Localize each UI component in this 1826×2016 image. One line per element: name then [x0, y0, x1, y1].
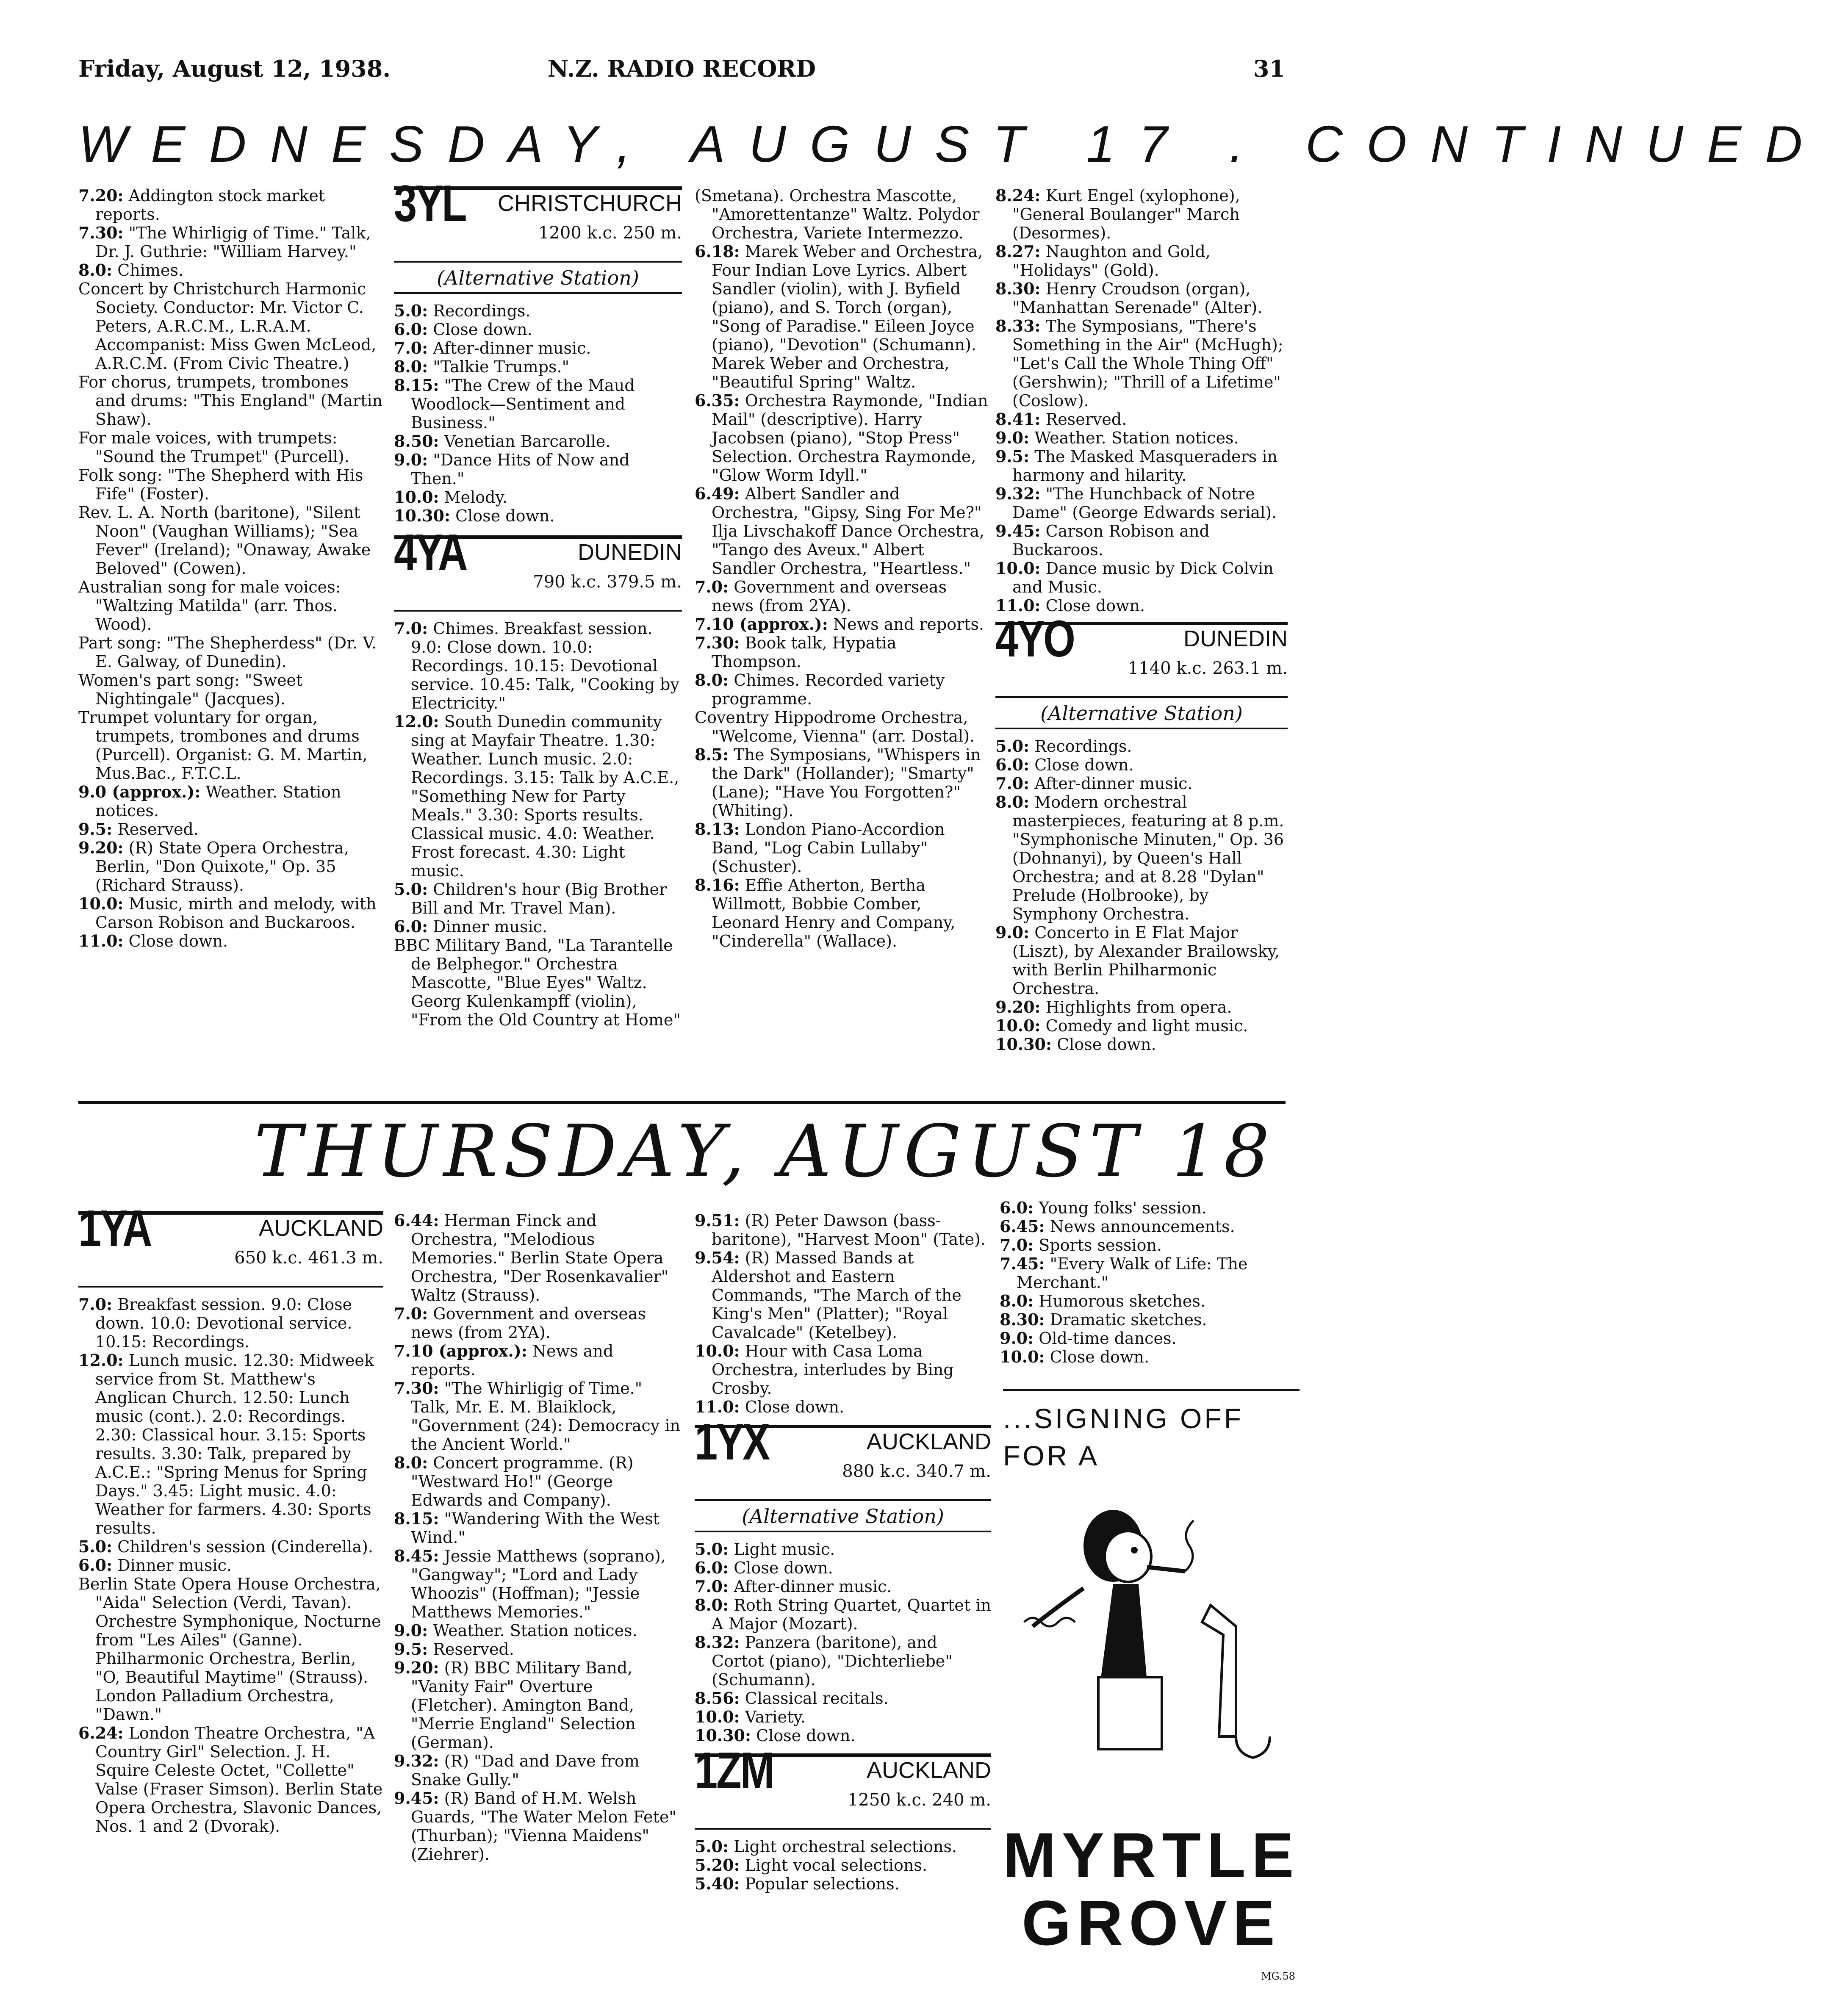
program-entry: 9.5: The Masked Masqueraders in harmony and hilarity.	[995, 447, 1277, 485]
station-call: 1ZM	[695, 1742, 773, 1799]
program-entry: 7.0: After-dinner music.	[394, 338, 591, 357]
program-entry: 7.0: Breakfast session. 9.0: Close down. 10.0: Devotional service. 10.15: Recordings.	[78, 1295, 352, 1351]
entry-time: 9.51:	[695, 1211, 740, 1230]
entry-time: 5.0:	[78, 1537, 113, 1556]
entry-time: 8.56:	[695, 1689, 740, 1708]
entry-time: 9.32:	[995, 484, 1041, 503]
wednesday-banner: WEDNESDAY, AUGUST 17 . CONTINUED	[78, 115, 1826, 173]
entry-time: 8.16:	[695, 875, 740, 894]
smoking-man-illustration	[1007, 1499, 1287, 1770]
entry-time: 8.32:	[695, 1633, 740, 1652]
entry-time: 7.45:	[1000, 1254, 1045, 1273]
entry-time: 7.30:	[695, 633, 740, 652]
thursday-banner: THURSDAY, AUGUST 18	[254, 1110, 1276, 1194]
program-entry: 8.27: Naughton and Gold, "Holidays" (Gold).	[995, 242, 1211, 280]
entry-time: 9.45:	[995, 521, 1041, 540]
program-entry: 7.30: Book talk, Hypatia Thompson.	[695, 633, 897, 671]
wed-column-3	[695, 186, 991, 950]
program-entry: 7.0: After-dinner music.	[995, 774, 1193, 793]
program-entry: 9.51: (R) Peter Dawson (bass-baritone), "Harvest Moon" (Tate).	[695, 1211, 986, 1249]
entry-time: 9.0:	[995, 923, 1030, 942]
program-entry: 6.45: News announcements.	[1000, 1217, 1235, 1236]
program-entry: 8.50: Venetian Barcarolle.	[394, 432, 611, 451]
program-list-3yl	[394, 302, 682, 525]
entry-time: 6.24:	[78, 1723, 124, 1742]
entry-time: 10.0:	[394, 487, 439, 507]
entry-time: 5.20:	[695, 1855, 740, 1875]
station-box-1ya	[78, 1199, 383, 1288]
thu-column-4	[1000, 1199, 1288, 1366]
entry-time: 11.0:	[695, 1397, 740, 1416]
program-entry: 10.30: Close down.	[695, 1726, 856, 1745]
program-entry: 6.49: Albert Sandler and Orchestra, "Gipsy, Sing For Me?" Ilja Livschakoff Dance Orchestra, "Tango des Aveux." Albert Sandler Orchestra, "Heartless."	[695, 484, 985, 578]
program-entry: 9.5: Reserved.	[394, 1639, 514, 1659]
program-entry: 10.0: Dance music by Dick Colvin and Music.	[995, 559, 1274, 596]
entry-time: 8.0:	[695, 1595, 729, 1614]
entry-time: 8.0:	[394, 1453, 428, 1472]
wed-column-2	[394, 174, 682, 1029]
entry-time: 9.5:	[995, 447, 1030, 466]
program-entry: 7.10 (approx.): News and reports.	[695, 615, 984, 634]
program-entry: 9.32: (R) "Dad and Dave from Snake Gully."	[394, 1751, 640, 1789]
publication-title: N.Z. RADIO RECORD	[547, 55, 816, 82]
program-entry: 11.0: Close down.	[78, 931, 228, 950]
alternative-station-label: (Alternative Station)	[995, 704, 1288, 729]
program-entry: 8.41: Reserved.	[995, 410, 1127, 429]
program-list-4ya-cont	[995, 186, 1288, 615]
entry-time: 7.0:	[78, 1295, 113, 1314]
station-call: 4YO	[995, 610, 1074, 667]
program-entry: 8.33: The Symposians, "There's Something in the Air" (McHugh); "Let's Call the Whole Thing Off" (Gershwin); "Thrill of a Lifetime" (Coslow).	[995, 316, 1283, 410]
program-entry: 8.16: Effie Atherton, Bertha Willmott, Bobbie Comber, Leonard Henry and Company, "Cinderella" (Wallace).	[695, 875, 956, 950]
program-entry: 6.0: Close down.	[695, 1558, 833, 1577]
program-entry: 8.0: Concert programme. (R) "Westward Ho!" (George Edwards and Company).	[394, 1453, 634, 1509]
program-entry: 7.0: After-dinner music.	[695, 1577, 892, 1596]
entry-time: 10.30:	[995, 1035, 1052, 1054]
station-box-1yx	[695, 1413, 991, 1501]
program-entry: Rev. L. A. North (baritone), "Silent Noon" (Vaughan Williams); "Sea Fever" (Ireland); "Onaway, Awake Beloved" (Cowen).	[78, 503, 371, 578]
entry-time: 8.15:	[394, 376, 439, 395]
entry-time: 9.0:	[995, 428, 1030, 447]
entry-time: 6.44:	[394, 1211, 439, 1230]
program-entry: 7.0: Government and overseas news (from 2YA).	[695, 577, 947, 615]
entry-time: 5.40:	[695, 1874, 740, 1893]
program-entry: 9.0 (approx.): Weather. Station notices.	[78, 782, 341, 820]
station-box-3yl	[394, 174, 682, 263]
alternative-station-label: (Alternative Station)	[695, 1507, 991, 1532]
program-entry: 7.45: "Every Walk of Life: The Merchant."	[1000, 1254, 1248, 1292]
program-entry: 6.0: Young folks' session.	[1000, 1198, 1207, 1217]
program-entry: Folk song: "The Shepherd with His Fife" (Foster).	[78, 466, 363, 503]
program-entry: 5.0: Children's session (Cinderella).	[78, 1537, 373, 1556]
program-entry: 7.30: "The Whirligig of Time." Talk, Dr. J. Guthrie: "William Harvey."	[78, 223, 371, 261]
entry-time: 8.30:	[1000, 1310, 1045, 1329]
entry-time: 7.20:	[78, 186, 124, 205]
program-entry: 6.18: Marek Weber and Orchestra, Four Indian Love Lyrics. Albert Sandler (violin), with J. Byfield (piano), and S. Torch (organ), "Song of Paradise." Eileen Joyce (piano), "Devotion" (Schumann). Marek Weber and Orchestra, "Beautiful Spring" Waltz.	[695, 242, 983, 391]
entry-time: 7.0:	[394, 619, 428, 638]
program-entry: 10.30: Close down.	[394, 506, 555, 525]
entry-time: 8.15:	[394, 1509, 439, 1528]
program-entry: 7.30: "The Whirligig of Time." Talk, Mr. E. M. Blaiklock, "Government (24): Democracy in the Ancient World."	[394, 1379, 680, 1454]
entry-time: 6.0:	[394, 917, 428, 936]
program-entry: 5.0: Recordings.	[394, 301, 531, 320]
entry-time: 9.0:	[394, 1621, 428, 1640]
program-entry: 11.0: Close down.	[995, 596, 1145, 615]
program-entry: 9.45: Carson Robison and Buckaroos.	[995, 521, 1210, 559]
program-list-4yo	[995, 737, 1288, 1054]
program-entry: 9.45: (R) Band of H.M. Welsh Guards, "The Water Melon Fete" (Thurban); "Vienna Maidens" (Ziehrer).	[394, 1789, 676, 1864]
page-number: 31	[1253, 55, 1285, 82]
entry-time: 8.33:	[995, 316, 1041, 335]
entry-time: 7.0:	[394, 338, 428, 357]
program-entry: Part song: "The Shepherdess" (Dr. V. E. Galway, of Dunedin).	[78, 634, 377, 671]
entry-time: 10.0:	[1000, 1347, 1045, 1366]
entry-time: 6.45:	[1000, 1217, 1045, 1236]
entry-time: 8.0:	[695, 670, 729, 690]
entry-time: 8.27:	[995, 242, 1041, 261]
station-frequency: 790 k.c. 379.5 m.	[533, 572, 682, 592]
program-entry: 9.0: Concerto in E Flat Major (Liszt), by Alexander Brailowsky, with Berlin Philharmonic Orchestra.	[995, 923, 1280, 998]
entry-time: 7.0:	[394, 1304, 428, 1323]
thu-column-3	[695, 1211, 991, 1893]
program-entry: 8.56: Classical recitals.	[695, 1689, 889, 1708]
ad-line-2: FOR A	[1003, 1440, 1100, 1471]
program-entry: 5.0: Light orchestral selections.	[695, 1837, 957, 1856]
station-box-1zm	[695, 1742, 991, 1830]
entry-time: 7.10 (approx.):	[394, 1341, 527, 1360]
entry-time: 8.5:	[695, 745, 729, 764]
ad-brand-name	[1003, 1821, 1300, 1957]
program-list-1ya-cont	[695, 1211, 991, 1416]
entry-time: 5.0:	[695, 1837, 729, 1856]
station-box-4yo	[995, 610, 1288, 698]
program-entry: 10.0: Hour with Casa Loma Orchestra, interludes by Bing Crosby.	[695, 1341, 954, 1398]
program-entry: 9.54: (R) Massed Bands at Aldershot and Eastern Commands, "The March of the King's Men" (Platter); "Royal Cavalcade" (Ketelbey).	[695, 1248, 961, 1342]
program-entry: 8.24: Kurt Engel (xylophone), "General Boulanger" March (Desormes).	[995, 186, 1240, 242]
entry-time: 9.32:	[394, 1751, 439, 1770]
program-entry: (Smetana). Orchestra Mascotte, "Amorettentanze" Waltz. Polydor Orchestra, Variete Intermezzo.	[695, 186, 980, 242]
program-entry: 8.5: The Symposians, "Whispers in the Dark" (Hollander); "Smarty" (Lane); "Have You Forgotten?" (Whiting).	[695, 745, 981, 820]
entry-time: 9.5:	[78, 820, 113, 839]
page-header	[78, 55, 1285, 93]
station-frequency: 1200 k.c. 250 m.	[538, 223, 682, 243]
entry-time: 5.0:	[394, 880, 428, 899]
station-city: AUCKLAND	[258, 1216, 383, 1241]
entry-time: 11.0:	[995, 596, 1041, 615]
entry-time: 9.5:	[394, 1639, 428, 1659]
station-city: DUNEDIN	[577, 540, 682, 565]
entry-time: 10.30:	[695, 1726, 751, 1745]
entry-time: 9.0:	[394, 450, 428, 469]
program-entry: 8.0: Modern orchestral masterpieces, featuring at 8 p.m. "Symphonische Minuten," Op. 36 (Dohnanyi), by Queen's Hall Orchestra; and at 8.28 "Dylan" Prelude (Holbrooke), by Symphony Orchestra.	[995, 792, 1284, 923]
entry-time: 6.0:	[78, 1556, 113, 1575]
program-entry: 9.20: (R) BBC Military Band, "Vanity Fair" Overture (Fletcher). Amington Band, "Merrie England" Selection (German).	[394, 1658, 636, 1752]
program-entry: For male voices, with trumpets: "Sound the Trumpet" (Purcell).	[78, 429, 349, 466]
program-entry: 10.0: Melody.	[394, 487, 507, 507]
program-entry: Trumpet voluntary for organ, trumpets, trombones and drums (Purcell). Organist: G. M. Martin, Mus.Bac., F.T.C.L.	[78, 708, 368, 783]
program-entry: 8.45: Jessie Matthews (soprano), "Gangway"; "Lord and Lady Whoozis" (Hoffman); "Jessie Matthews Memories."	[394, 1546, 666, 1621]
entry-time: 8.45:	[394, 1546, 439, 1565]
station-box-4ya	[394, 523, 682, 612]
program-entry: Berlin State Opera House Orchestra, "Aida" Selection (Verdi, Tavan). Orchestre Symphonique, Nocturne from "Les Ailes" (Ganne). Philharmonic Orchestra, Berlin, "O, Beautiful Maytime" (Strauss). London Palladium Orchestra, "Dawn."	[78, 1575, 381, 1724]
program-entry: 6.0: Dinner music.	[394, 917, 548, 936]
program-entry: Coventry Hippodrome Orchestra, "Welcome, Vienna" (arr. Dostal).	[695, 708, 975, 745]
program-entry: 12.0: South Dunedin community sing at Mayfair Theatre. 1.30: Weather. Lunch music. 2.0: Recordings. 3.15: Talk by A.C.E., "Something New for Party Meals." 3.30: Sports results. Classical music. 4.0: Weather. Frost forecast. 4.30: Light music.	[394, 712, 679, 880]
entry-time: 8.13:	[695, 820, 740, 839]
program-entry: 5.20: Light vocal selections.	[695, 1855, 927, 1875]
program-entry: 8.0: "Talkie Trumps."	[394, 357, 570, 376]
program-entry: 8.0: Humorous sketches.	[1000, 1291, 1205, 1310]
entry-time: 5.0:	[995, 737, 1030, 756]
entry-time: 6.35:	[695, 391, 740, 410]
program-entry: 10.0: Music, mirth and melody, with Carson Robison and Buckaroos.	[78, 894, 377, 932]
entry-time: 8.30:	[995, 279, 1041, 298]
program-entry: 12.0: Lunch music. 12.30: Midweek service from St. Matthew's Anglican Church. 12.50: Lunch music (cont.). 2.0: Recordings. 2.30: Classical hour. 3.15: Sports results. 3.30: Talk, prepared by A.C.E.: "Spring Menus for Spring Days." 3.45: Light music. 4.0: Weather for farmers. 4.30: Sports results.	[78, 1351, 374, 1537]
thu-column-1	[78, 1199, 383, 1836]
entry-time: 9.20:	[78, 838, 124, 857]
program-entry: 6.0: Close down.	[394, 320, 532, 339]
brand-line-2: GROVE	[1022, 1887, 1281, 1958]
wed-column-1	[78, 186, 383, 950]
section-divider	[78, 1101, 1286, 1104]
entry-time: 9.0:	[1000, 1329, 1034, 1348]
program-list-1yx	[695, 1540, 991, 1745]
program-entry: 9.20: Highlights from opera.	[995, 997, 1232, 1016]
entry-time: 10.0:	[995, 559, 1041, 578]
program-entry: 6.35: Orchestra Raymonde, "Indian Mail" (descriptive). Harry Jacobsen (piano), "Stop Press" Selection. Orchestra Raymonde, "Glow Worm Idyll."	[695, 391, 988, 485]
station-frequency: 880 k.c. 340.7 m.	[842, 1462, 991, 1481]
entry-time: 7.0:	[695, 577, 729, 596]
ad-tagline	[1003, 1389, 1300, 1474]
entry-time: 7.30:	[394, 1379, 439, 1398]
thu-column-2	[394, 1211, 682, 1864]
entry-time: 7.0:	[695, 1577, 729, 1596]
brand-line-1: MYRTLE	[1003, 1819, 1300, 1891]
entry-time: 8.0:	[394, 357, 428, 376]
entry-time: 9.20:	[394, 1658, 439, 1677]
entry-time: 12.0:	[78, 1351, 124, 1370]
program-entry: BBC Military Band, "La Tarantelle de Belphegor." Orchestra Mascotte, "Blue Eyes" Waltz. Georg Kulenkampff (violin), "From the Old Country at Home"	[394, 936, 681, 1029]
station-city: AUCKLAND	[866, 1429, 991, 1454]
entry-time: 8.41:	[995, 410, 1041, 429]
program-entry: 6.0: Dinner music.	[78, 1556, 232, 1575]
program-entry: 7.0: Government and overseas news (from 2YA).	[394, 1304, 646, 1342]
program-entry: 8.32: Panzera (baritone), and Cortot (piano), "Dichterliebe" (Schumann).	[695, 1633, 953, 1689]
entry-time: 7.0:	[995, 774, 1030, 793]
myrtle-grove-advertisement	[1003, 1389, 1300, 1982]
program-entry: 8.30: Henry Croudson (organ), "Manhattan Serenade" (Alter).	[995, 279, 1263, 317]
entry-time: 9.0 (approx.):	[78, 782, 201, 801]
ad-line-1: ...SIGNING OFF	[1003, 1403, 1244, 1434]
program-entry: 9.0: "Dance Hits of Now and Then."	[394, 450, 630, 488]
program-entry: 10.0: Comedy and light music.	[995, 1016, 1248, 1035]
program-entry: 11.0: Close down.	[695, 1397, 845, 1416]
entry-time: 10.0:	[995, 1016, 1041, 1035]
entry-time: 6.0:	[1000, 1198, 1034, 1217]
program-entry: 9.5: Reserved.	[78, 820, 199, 839]
program-entry: 7.10 (approx.): News and reports.	[394, 1341, 614, 1379]
station-call: 1YA	[78, 1199, 151, 1257]
program-entry: For chorus, trumpets, trombones and drums: "This England" (Martin Shaw).	[78, 373, 383, 429]
entry-time: 10.0:	[695, 1707, 740, 1726]
program-entry: 5.40: Popular selections.	[695, 1874, 900, 1893]
station-call: 3YL	[394, 174, 466, 232]
program-entry: 8.15: "The Crew of the Maud Woodlock—Sentiment and Business."	[394, 376, 635, 432]
entry-time: 8.0:	[78, 260, 113, 280]
station-city: AUCKLAND	[866, 1758, 991, 1783]
program-entry: 10.0: Variety.	[695, 1707, 806, 1726]
program-entry: 7.0: Sports session.	[1000, 1235, 1162, 1254]
entry-time: 12.0:	[394, 712, 439, 731]
issue-date: Friday, August 12, 1938.	[78, 55, 391, 82]
program-entry: 6.44: Herman Finck and Orchestra, "Melodious Memories." Berlin State Opera Orchestra, "Der Rosenkavalier" Waltz (Strauss).	[394, 1211, 669, 1304]
station-frequency: 650 k.c. 461.3 m.	[234, 1248, 383, 1268]
program-entry: 8.0: Chimes.	[78, 260, 184, 280]
entry-time: 10.0:	[695, 1341, 740, 1360]
ad-code: MG.58	[1261, 1970, 1295, 1982]
entry-time: 6.0:	[695, 1558, 729, 1577]
program-entry: 8.30: Dramatic sketches.	[1000, 1310, 1207, 1329]
program-entry: 9.0: Weather. Station notices.	[995, 428, 1239, 447]
program-entry: 6.0: Close down.	[995, 755, 1134, 774]
program-entry: 8.0: Chimes. Recorded variety programme.	[695, 670, 945, 708]
entry-time: 11.0:	[78, 931, 124, 950]
entry-time: 7.10 (approx.):	[695, 615, 828, 634]
station-call: 4YA	[394, 523, 467, 581]
program-entry: 5.0: Recordings.	[995, 737, 1132, 756]
entry-time: 9.45:	[394, 1789, 439, 1808]
program-entry: 9.32: "The Hunchback of Notre Dame" (George Edwards serial).	[995, 484, 1277, 522]
station-call: 1YX	[695, 1413, 769, 1470]
program-entry: 10.30: Close down.	[995, 1035, 1156, 1054]
entry-time: 10.0:	[78, 894, 124, 913]
entry-time: 5.0:	[394, 301, 428, 320]
station-city: CHRISTCHURCH	[498, 191, 682, 216]
wed-column-4	[995, 186, 1288, 1054]
station-frequency: 1250 k.c. 240 m.	[847, 1790, 991, 1810]
program-entry: 8.15: "Wandering With the West Wind."	[394, 1509, 659, 1547]
program-list-1zm	[695, 1837, 991, 1893]
entry-time: 8.0:	[1000, 1291, 1034, 1310]
program-entry: 9.0: Weather. Station notices.	[394, 1621, 637, 1640]
program-entry: 6.24: London Theatre Orchestra, "A Country Girl" Selection. J. H. Squire Celeste Octet, "Collette" Valse (Fraser Simson). Berlin State Opera Orchestra, Slavonic Dances, Nos. 1 and 2 (Dvorak).	[78, 1723, 383, 1836]
program-entry: 5.0: Children's hour (Big Brother Bill and Mr. Travel Man).	[394, 880, 667, 917]
program-entry: 9.20: (R) State Opera Orchestra, Berlin, "Don Quixote," Op. 35 (Richard Strauss).	[78, 838, 349, 894]
alternative-station-label: (Alternative Station)	[394, 269, 682, 294]
station-city: DUNEDIN	[1183, 626, 1288, 651]
program-entry: 5.0: Light music.	[695, 1540, 835, 1559]
program-entry: Australian song for male voices: "Waltzing Matilda" (arr. Thos. Wood).	[78, 578, 341, 634]
station-frequency: 1140 k.c. 263.1 m.	[1128, 659, 1288, 678]
entry-time: 6.0:	[995, 755, 1030, 774]
program-entry: 8.0: Roth String Quartet, Quartet in A Major (Mozart).	[695, 1595, 991, 1633]
entry-time: 7.30:	[78, 223, 124, 242]
program-entry: Women's part song: "Sweet Nightingale" (Jacques).	[78, 671, 303, 708]
entry-time: 9.20:	[995, 997, 1041, 1016]
entry-time: 7.0:	[1000, 1235, 1034, 1254]
entry-time: 5.0:	[695, 1540, 729, 1559]
entry-time: 8.50:	[394, 432, 439, 451]
entry-time: 8.24:	[995, 186, 1041, 205]
program-entry: 9.0: Old-time dances.	[1000, 1329, 1177, 1348]
program-entry: 7.0: Chimes. Breakfast session. 9.0: Close down. 10.0: Recordings. 10.15: Devotional service. 10.45: Talk, "Cooking by Electricity."	[394, 619, 679, 712]
program-entry: Concert by Christchurch Harmonic Society. Conductor: Mr. Victor C. Peters, A.R.C.M., L.R.A.M. Accompanist: Miss Gwen McLeod, A.R.C.M. (From Civic Theatre.)	[78, 280, 377, 373]
entry-time: 6.49:	[695, 484, 740, 503]
entry-time: 6.0:	[394, 320, 428, 339]
program-list-4ya	[394, 619, 682, 1029]
program-entry: 7.20: Addington stock market reports.	[78, 186, 325, 224]
program-list-1ya	[78, 1295, 383, 1836]
entry-time: 10.30:	[394, 506, 451, 525]
program-entry: 8.13: London Piano-Accordion Band, "Log Cabin Lullaby" (Schuster).	[695, 820, 945, 876]
entry-time: 8.0:	[995, 792, 1030, 811]
program-entry: 10.0: Close down.	[1000, 1347, 1150, 1366]
entry-time: 6.18:	[695, 242, 740, 261]
entry-time: 9.54:	[695, 1248, 740, 1267]
